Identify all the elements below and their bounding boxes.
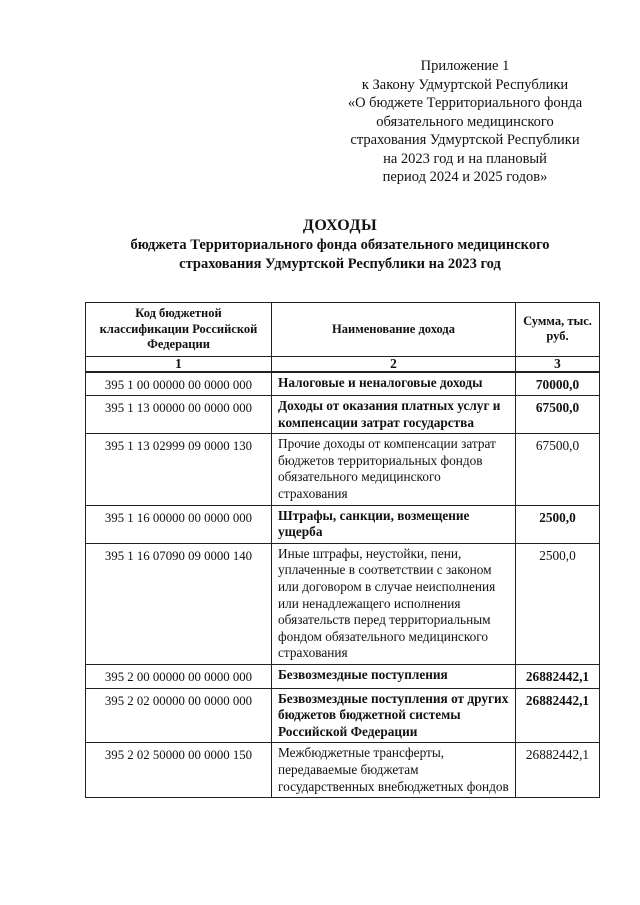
row-name: Налоговые и неналоговые доходы: [272, 372, 516, 396]
row-amount: 26882442,1: [516, 688, 600, 743]
header-code: Код бюджетной классификации Российской Федерации: [86, 303, 272, 357]
revenue-table: [85, 302, 600, 798]
row-amount: 26882442,1: [516, 743, 600, 798]
row-code: 395 1 16 00000 00 0000 000: [86, 505, 272, 543]
row-code: 395 1 00 00000 00 0000 000: [86, 372, 272, 396]
table-row: [86, 505, 600, 543]
table-row: [86, 665, 600, 689]
table-row: [86, 688, 600, 743]
row-name: Безвозмездные поступления от других бюджетов бюджетной системы Российской Федерации: [272, 688, 516, 743]
row-code: 395 2 02 00000 00 0000 000: [86, 688, 272, 743]
row-amount: 2500,0: [516, 543, 600, 664]
table-row: [86, 396, 600, 434]
row-name: Доходы от оказания платных услуг и компенсации затрат государства: [272, 396, 516, 434]
row-name: Прочие доходы от компенсации затрат бюджетов территориальных фондов обязательного медицинского страхования: [272, 434, 516, 505]
table-row: [86, 543, 600, 664]
document-title: [70, 216, 610, 273]
row-name: Иные штрафы, неустойки, пени, уплаченные в соответствии с законом или договором в случае неисполнения или ненадлежащего исполнения обязательств перед территориальным фондом обязательного медицинского страхования: [272, 543, 516, 664]
annex-line: на 2023 год и на плановый: [383, 150, 547, 167]
annex-line: обязательного медицинского: [376, 113, 554, 130]
header-name: Наименование дохода: [272, 303, 516, 357]
table-row: [86, 743, 600, 798]
annex-line: к Закону Удмуртской Республики: [361, 76, 569, 93]
row-name: Штрафы, санкции, возмещение ущерба: [272, 505, 516, 543]
annex-line: период 2024 и 2025 годов»: [382, 169, 548, 185]
annex-line: страхования Удмуртской Республики: [350, 132, 580, 148]
row-code: 395 1 13 00000 00 0000 000: [86, 396, 272, 434]
title-heading: ДОХОДЫ: [302, 217, 378, 234]
header-amount: Сумма, тыс. руб.: [516, 303, 600, 357]
row-code: 395 1 16 07090 09 0000 140: [86, 543, 272, 664]
row-code: 395 2 02 50000 00 0000 150: [86, 743, 272, 798]
row-name: Безвозмездные поступления: [272, 665, 516, 689]
title-subtitle-line1: бюджета Территориального фонда обязательного медицинского: [130, 237, 550, 253]
row-amount: 26882442,1: [516, 665, 600, 689]
annex-line: «О бюджете Территориального фонда: [347, 95, 583, 111]
row-amount: 70000,0: [516, 372, 600, 396]
table-row: [86, 434, 600, 505]
annex-header: [335, 57, 595, 187]
col-number: 3: [516, 356, 600, 372]
row-code: 395 1 13 02999 09 0000 130: [86, 434, 272, 505]
table-row: [86, 372, 600, 396]
row-amount: 67500,0: [516, 434, 600, 505]
row-name: Межбюджетные трансферты, передаваемые бюджетам государственных внебюджетных фондов: [272, 743, 516, 798]
col-number: 1: [86, 356, 272, 372]
title-subtitle-line2: страхования Удмуртской Республики на 2023 год: [179, 255, 501, 272]
row-amount: 67500,0: [516, 396, 600, 434]
annex-line: Приложение 1: [420, 58, 510, 74]
row-code: 395 2 00 00000 00 0000 000: [86, 665, 272, 689]
col-number: 2: [272, 356, 516, 372]
row-amount: 2500,0: [516, 505, 600, 543]
